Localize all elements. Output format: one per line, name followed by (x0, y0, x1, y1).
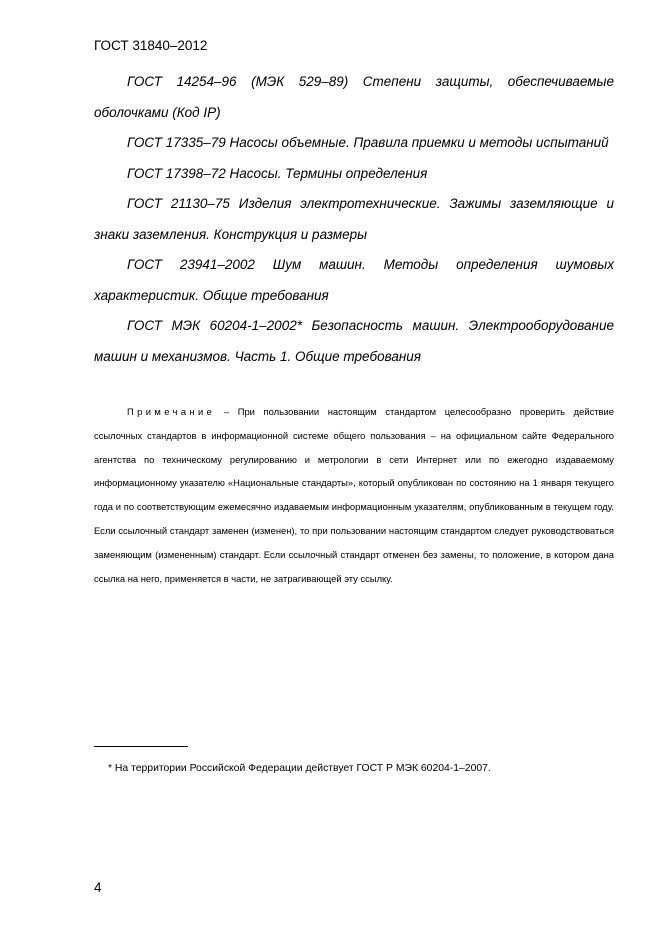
normative-references (94, 67, 614, 372)
note-paragraph (94, 400, 614, 590)
page-number: 4 (94, 880, 102, 895)
reference-item: ГОСТ МЭК 60204-1–2002* Безопасность машин. Электрооборудование машин и механизмов. Часть 1. Общие требования (94, 318, 614, 364)
reference-item: ГОСТ 17335–79 Насосы объемные. Правила приемки и методы испытаний (127, 135, 609, 150)
document-header: ГОСТ 31840–2012 (94, 38, 208, 53)
reference-item: ГОСТ 17398–72 Насосы. Термины определения (127, 165, 428, 181)
footnote: * На территории Российской Федерации действует ГОСТ Р МЭК 60204-1–2007. (108, 763, 491, 774)
footnote-divider (94, 746, 188, 747)
note-label: Примечание (127, 406, 216, 417)
reference-item: ГОСТ 23941–2002 Шум машин. Методы определения шумовых характеристик. Общие требования (94, 257, 614, 303)
reference-item: ГОСТ 14254–96 (МЭК 529–89) Степени защиты, обеспечиваемые оболочками (Код IP) (94, 74, 614, 120)
reference-item: ГОСТ 21130–75 Изделия электротехнические. Зажимы заземляющие и знаки заземления. Конструкция и размеры (94, 196, 614, 242)
note-text: – При пользовании настоящим стандартом целесообразно проверить действие ссылочных стандартов в информационной системе общего пользования – на официальном сайте Федерального агентства по техническому регулированию и метрологии в сети Интернет или по ежегодно издаваемому информационному указателю «Национальные стандарты», который опубликован по состоянию на 1 января текущего года и по соответствующим ежемесячно издаваемым информационным указателям, опубликованным в текущем году. Если ссылочный стандарт заменен (изменен), то при пользовании настоящим стандартом следует руководствоваться заменяющим (измененным) стандарт. Если ссылочный стандарт отменен без замены, то положение, в котором дана ссылка на него, применяется в части, не затрагивающей эту ссылку. (94, 406, 614, 584)
